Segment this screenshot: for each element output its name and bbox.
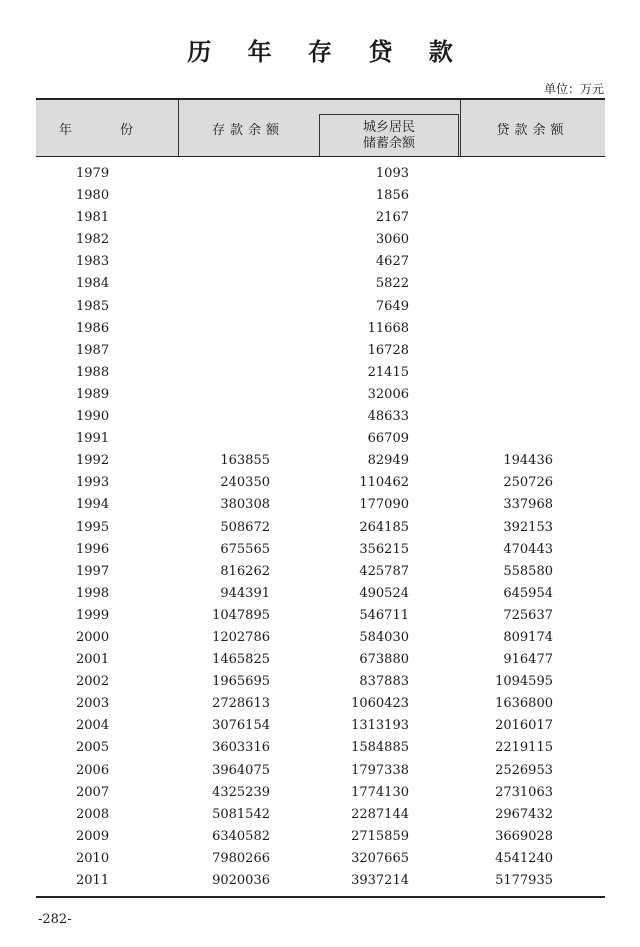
table-row bbox=[36, 340, 605, 362]
cell-year: 2006 bbox=[76, 762, 110, 778]
cell-year: 1988 bbox=[76, 364, 110, 380]
cell-deposit: 1202786 bbox=[212, 629, 270, 645]
cell-savings: 4627 bbox=[375, 254, 409, 270]
cell-year: 2001 bbox=[76, 652, 110, 668]
table-row bbox=[36, 494, 605, 516]
cell-deposit: 163855 bbox=[220, 453, 270, 469]
cell-savings: 2287144 bbox=[351, 806, 409, 822]
cell-year: 2007 bbox=[76, 784, 110, 800]
table-row bbox=[36, 870, 605, 892]
cell-year: 1987 bbox=[76, 342, 110, 358]
cell-year: 1998 bbox=[76, 585, 110, 601]
table-row bbox=[36, 539, 605, 561]
cell-savings: 21415 bbox=[367, 364, 409, 380]
table-row bbox=[36, 318, 605, 340]
cell-loan: 558580 bbox=[503, 563, 553, 579]
table-row bbox=[36, 185, 605, 207]
cell-year: 1997 bbox=[76, 563, 110, 579]
cell-savings: 48633 bbox=[367, 409, 409, 425]
cell-deposit: 380308 bbox=[220, 497, 270, 513]
cell-savings: 177090 bbox=[359, 497, 409, 513]
cell-year: 1979 bbox=[76, 166, 110, 181]
table-row bbox=[36, 627, 605, 649]
table-row bbox=[36, 428, 605, 450]
table-row bbox=[36, 406, 605, 428]
cell-savings: 673880 bbox=[359, 652, 409, 668]
cell-year: 1994 bbox=[76, 497, 110, 513]
cell-year: 2005 bbox=[76, 740, 110, 756]
cell-deposit: 2728613 bbox=[212, 696, 270, 712]
cell-savings: 264185 bbox=[359, 519, 409, 535]
header-savings-line2: 储蓄余额 bbox=[362, 135, 415, 151]
cell-year: 1990 bbox=[76, 409, 110, 425]
cell-loan: 645954 bbox=[503, 585, 553, 601]
cell-loan: 2967432 bbox=[495, 806, 553, 822]
cell-year: 1980 bbox=[76, 188, 110, 204]
table-row bbox=[36, 251, 605, 273]
cell-loan: 2731063 bbox=[495, 784, 553, 800]
cell-loan: 2219115 bbox=[495, 740, 553, 756]
cell-savings: 490524 bbox=[359, 585, 409, 601]
cell-year: 1989 bbox=[76, 386, 110, 402]
cell-year: 1993 bbox=[76, 475, 110, 491]
cell-deposit: 944391 bbox=[220, 585, 270, 601]
cell-year: 1992 bbox=[76, 453, 110, 469]
cell-savings: 82949 bbox=[367, 453, 409, 469]
cell-loan: 470443 bbox=[503, 541, 553, 557]
cell-savings: 425787 bbox=[359, 563, 409, 579]
cell-savings: 2167 bbox=[375, 210, 409, 226]
table-row bbox=[36, 384, 605, 406]
cell-savings: 356215 bbox=[359, 541, 409, 557]
cell-loan: 2016017 bbox=[495, 718, 553, 734]
cell-year: 2002 bbox=[76, 674, 110, 690]
table-row bbox=[36, 450, 605, 472]
table-row bbox=[36, 804, 605, 826]
cell-year: 1986 bbox=[76, 320, 110, 336]
cell-savings: 11668 bbox=[367, 320, 409, 336]
table-row bbox=[36, 826, 605, 848]
cell-year: 2000 bbox=[76, 629, 110, 645]
cell-loan: 337968 bbox=[503, 497, 553, 513]
page-title: 历 年 存 贷 款 bbox=[187, 37, 467, 66]
table-row bbox=[36, 517, 605, 539]
cell-savings: 1774130 bbox=[351, 784, 409, 800]
table-row bbox=[36, 362, 605, 384]
cell-savings: 1856 bbox=[375, 188, 409, 204]
cell-loan: 1636800 bbox=[495, 696, 553, 712]
cell-year: 2009 bbox=[76, 828, 110, 844]
cell-year: 1991 bbox=[76, 431, 110, 447]
cell-savings: 1060423 bbox=[351, 696, 409, 712]
cell-year: 1983 bbox=[76, 254, 110, 270]
table-row bbox=[36, 472, 605, 494]
cell-savings: 837883 bbox=[359, 674, 409, 690]
deposit-loan-table bbox=[36, 98, 605, 892]
cell-year: 2011 bbox=[76, 873, 110, 888]
cell-deposit: 4325239 bbox=[212, 784, 270, 800]
cell-year: 2010 bbox=[76, 850, 110, 866]
cell-year: 1995 bbox=[76, 519, 110, 535]
table-row bbox=[36, 561, 605, 583]
table-row bbox=[36, 207, 605, 229]
cell-savings: 2715859 bbox=[351, 828, 409, 844]
table-row bbox=[36, 605, 605, 627]
cell-loan: 725637 bbox=[503, 607, 553, 623]
cell-savings: 110462 bbox=[359, 475, 409, 491]
cell-loan: 1094595 bbox=[495, 674, 553, 690]
cell-loan: 5177935 bbox=[495, 873, 553, 888]
table-row bbox=[36, 296, 605, 318]
header-year: 年 份 bbox=[58, 122, 156, 138]
table-body bbox=[36, 157, 605, 892]
cell-savings: 1313193 bbox=[351, 718, 409, 734]
cell-deposit: 5081542 bbox=[212, 806, 270, 822]
cell-savings: 1584885 bbox=[351, 740, 409, 756]
cell-savings: 3207665 bbox=[351, 850, 409, 866]
table-row bbox=[36, 848, 605, 870]
cell-loan: 916477 bbox=[503, 652, 553, 668]
cell-year: 1996 bbox=[76, 541, 110, 557]
cell-deposit: 508672 bbox=[220, 519, 270, 535]
cell-savings: 7649 bbox=[375, 298, 409, 314]
cell-year: 1999 bbox=[76, 607, 110, 623]
cell-savings: 1797338 bbox=[351, 762, 409, 778]
table-row bbox=[36, 649, 605, 671]
cell-savings: 32006 bbox=[367, 386, 409, 402]
cell-deposit: 3603316 bbox=[212, 740, 270, 756]
cell-loan: 3669028 bbox=[495, 828, 553, 844]
cell-loan: 194436 bbox=[503, 453, 553, 469]
cell-deposit: 6340582 bbox=[212, 828, 270, 844]
table-row bbox=[36, 229, 605, 251]
cell-year: 1984 bbox=[76, 276, 110, 292]
table-row bbox=[36, 760, 605, 782]
table-row bbox=[36, 715, 605, 737]
cell-deposit: 816262 bbox=[220, 563, 270, 579]
header-deposit: 存款余额 bbox=[211, 122, 284, 138]
bottom-rule bbox=[36, 896, 605, 898]
cell-deposit: 675565 bbox=[220, 541, 270, 557]
cell-savings: 584030 bbox=[359, 629, 409, 645]
unit-label: 单位：万元 bbox=[543, 82, 604, 96]
table-row bbox=[36, 782, 605, 804]
cell-savings: 16728 bbox=[367, 342, 409, 358]
table-row bbox=[36, 273, 605, 295]
header-loan: 贷款余额 bbox=[496, 122, 569, 138]
cell-year: 2004 bbox=[76, 718, 110, 734]
cell-deposit: 7980266 bbox=[212, 850, 270, 866]
table-row bbox=[36, 671, 605, 693]
table-row bbox=[36, 163, 605, 185]
cell-loan: 392153 bbox=[503, 519, 553, 535]
header-savings bbox=[319, 114, 459, 156]
cell-loan: 809174 bbox=[503, 629, 553, 645]
cell-deposit: 1465825 bbox=[212, 652, 270, 668]
cell-year: 1985 bbox=[76, 298, 110, 314]
cell-loan: 2526953 bbox=[495, 762, 553, 778]
cell-savings: 3937214 bbox=[351, 873, 409, 888]
cell-savings: 5822 bbox=[375, 276, 409, 292]
page-number: -282- bbox=[38, 912, 72, 927]
cell-deposit: 1965695 bbox=[212, 674, 270, 690]
cell-year: 2008 bbox=[76, 806, 110, 822]
cell-savings: 66709 bbox=[367, 431, 409, 447]
table-row bbox=[36, 693, 605, 715]
cell-loan: 4541240 bbox=[495, 850, 553, 866]
table-row bbox=[36, 737, 605, 759]
cell-loan: 250726 bbox=[503, 475, 553, 491]
table-header bbox=[36, 98, 605, 157]
cell-savings: 3060 bbox=[375, 232, 409, 248]
cell-year: 1982 bbox=[76, 232, 110, 248]
cell-deposit: 3076154 bbox=[212, 718, 270, 734]
cell-savings: 546711 bbox=[359, 607, 409, 623]
table-row bbox=[36, 583, 605, 605]
cell-deposit: 1047895 bbox=[212, 607, 270, 623]
cell-year: 2003 bbox=[76, 696, 110, 712]
cell-year: 1981 bbox=[76, 210, 110, 226]
cell-deposit: 3964075 bbox=[212, 762, 270, 778]
cell-deposit: 9020036 bbox=[212, 873, 270, 888]
cell-savings: 1093 bbox=[375, 166, 409, 181]
header-savings-line1: 城乡居民 bbox=[362, 119, 415, 135]
cell-deposit: 240350 bbox=[220, 475, 270, 491]
